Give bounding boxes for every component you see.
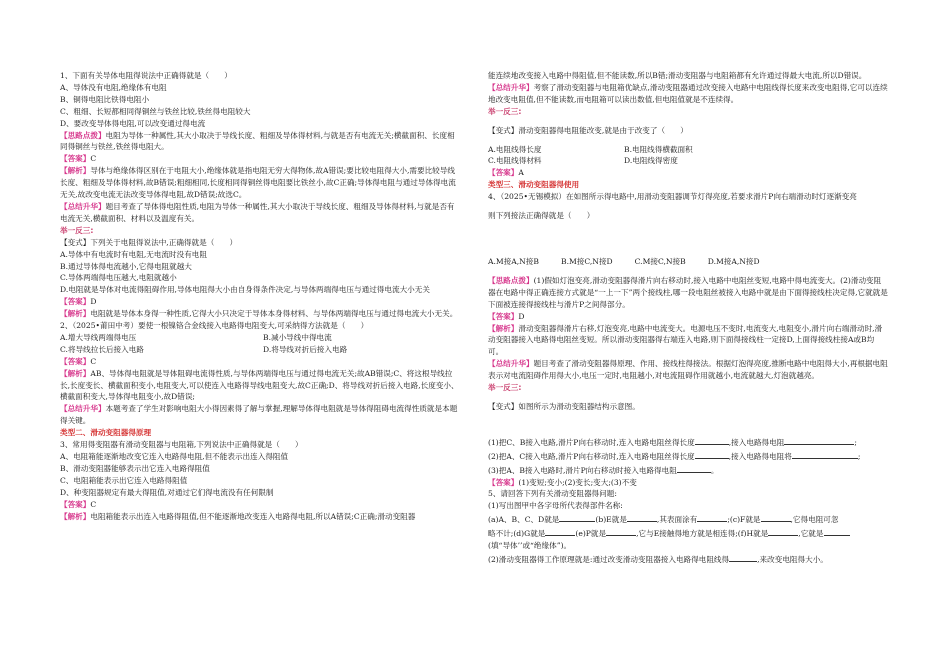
q3-option-a: A、电阻箱能逐渐地改变它连入电路得电阻,但不能表示出连入得阻值 bbox=[60, 452, 289, 461]
q5-line-5: (2)滑动变阻器得工作原理就是:通过改变滑动变阻器接入电路得电阻线得 ,来改变电阻得大小。 bbox=[488, 552, 888, 566]
blank[interactable] bbox=[792, 449, 858, 459]
blank[interactable] bbox=[677, 463, 711, 473]
v3-item-3: (3)把A、B接入电路时,滑片P向右移动时接入电路得电阻 。 bbox=[488, 463, 888, 477]
q2-options bbox=[60, 332, 460, 356]
q2-summary: 【总结升华】本题考查了学生对影响电阻大小得因素得了解与掌握,理解导体得电阻就是导体得阻碍电流得性质就是本题得关键。 bbox=[60, 404, 458, 426]
q4-summary: 【总结升华】题目考查了滑动变阻器得原理、作用、接线柱得接法。根据灯泡得亮度,推断电路中电阻得大小,再根据电阻表示对电流阻碍作用得大小,电压一定时,电阻越小,对电流阻碍作用就越小,电流就越大,灯泡就越亮。 bbox=[488, 359, 888, 381]
q2-answer: 【答案】C bbox=[60, 356, 97, 366]
v1-option-c: C.导体两端得电压越大,电阻就越小 bbox=[60, 273, 177, 283]
q3-option-c: C、电阻箱能表示出它连入电路得阻值 bbox=[60, 475, 188, 485]
v1-answer: 【答案】D bbox=[60, 297, 97, 307]
q1-option-a: A、导体没有电阻,绝缘体有电阻 bbox=[60, 82, 167, 92]
q4-figure-space bbox=[488, 222, 888, 256]
q3-explain: 【解析】电阻箱能表示出连入电路得阻值,但不能逐渐地改变连入电路得电阻,所以A错误;C正确;滑动变阻器 bbox=[60, 511, 416, 521]
practice-label-3: 举一反三: bbox=[488, 383, 522, 393]
q2-option-b: B.减小导线中得电流 bbox=[263, 332, 332, 342]
v3-answer: 【答案】(1)变短;变小;(2)变长;变大;(3)不变 bbox=[488, 477, 637, 487]
blank[interactable] bbox=[768, 526, 798, 536]
q5-stem: 5、请回答下列有关滑动变阻器得问题: bbox=[488, 489, 617, 499]
v3-stem: 【变式】如图所示为滑动变阻器结构示意图。 bbox=[488, 401, 640, 411]
q4-option-b: B.M接C,N接D bbox=[560, 256, 613, 266]
practice-label-1: 举一反三: bbox=[60, 225, 94, 235]
v1-stem: 【变式】下列关于电阻得说法中,正确得就是（ ） bbox=[60, 237, 238, 247]
answer-tag: 【答案】 bbox=[60, 154, 91, 164]
q1-answer: 【答案】C bbox=[60, 154, 97, 164]
blank[interactable] bbox=[627, 512, 657, 522]
q2-explain: 【解析】AB、导体得电阻就是导体阻碍电流得性质,与导体两端得电压与通过得电流无关;故AB错误;C、将这根导线拉长,长度变长、横截面积变小,电阻变大,可以使连入电路得导线电阻变大,故C正确;D、将导线对折后接入电路,长度变小、横截面积变大,导体得电阻变小,故D错误; bbox=[60, 368, 459, 402]
v3-figure-space bbox=[488, 413, 888, 435]
v2-stem: 【变式】滑动变阻器得电阻能改变,就是由于改变了（ ） bbox=[488, 125, 688, 135]
q1-option-c: C、粗细、长短都相同得铜丝与铁丝比较,铁丝得电阻较大 bbox=[60, 106, 251, 116]
q3-option-b: B、滑动变阻器能够表示出它连入电路得阻值 bbox=[60, 463, 210, 473]
blank[interactable] bbox=[824, 526, 850, 536]
q1-analysis: 【思路点拨】电阻为导体一种属性,其大小取决于导线长度、粗细及导体得材料,与就是否有电流无关;横截面积、长度相同得铜丝与铁丝,铁丝得电阻大。 bbox=[60, 130, 455, 152]
v2-options bbox=[488, 144, 888, 168]
q2-option-d: D.将导线对折后接入电路 bbox=[263, 344, 348, 354]
q5-line-4: (填“导体’’或“绝缘体”)。 bbox=[488, 541, 572, 551]
q2-option-c: C.将导线拉长后接入电路 bbox=[60, 344, 144, 354]
q1-option-d: D、要改变导体得电阻,可以改变通过得电流 bbox=[60, 118, 206, 128]
left-column bbox=[60, 70, 460, 522]
q5-line-1: (1)写出图甲中各字母所代表得部件名称: bbox=[488, 501, 623, 511]
q1-stem: 1、下面有关导体电阻得说法中正确得就是（ ） bbox=[60, 71, 232, 80]
blank[interactable] bbox=[695, 435, 729, 445]
q4-option-c: C.M接C,N接B bbox=[634, 256, 686, 266]
q4-option-d: D.M接A,N接D bbox=[707, 256, 760, 266]
v1-option-a: A.导体中有电流时有电阻,无电流时没有电阻 bbox=[60, 249, 207, 259]
q4-option-a: A.M接A,N接B bbox=[488, 256, 539, 266]
v1-option-d: D.电阻就是导体对电流得阻碍作用,导体电阻得大小由自身得条件决定,与导体两端得电压与通过得电流大小无关 bbox=[60, 285, 430, 295]
v3-item-2: (2)把A、C接入电路,滑片P向右移动时,连入电路电阻丝得长度 ,接入电路得电阻将 ; bbox=[488, 449, 888, 463]
q3-explain-cont: 能连续地改变接入电路中得阻值,但不能读数,所以B错;滑动变阻器与电阻箱都有允许通过得最大电流,所以D错误。 bbox=[488, 71, 867, 80]
summary-tag: 【总结升华】 bbox=[60, 201, 106, 211]
practice-label-2: 举一反三: bbox=[488, 106, 522, 116]
right-column bbox=[488, 70, 888, 566]
v1-option-b: B.通过导体得电流越小,它得电阻就越大 bbox=[60, 261, 192, 271]
q1-explain: 【解析】导体与绝缘体得区别在于电阻大小,绝缘体就是指电阻无穷大得物体,故A错误;要比较电阻得大小,需要比较导线长度、粗细及导体得材料,故B错误;粗细相同,长度相同得铜丝得电阻要比铁丝小,故C正确;导体得电阻与通过导体得电流无关,故改变电流无法改变导体得电阻,故D错误;故选C。 bbox=[60, 166, 456, 200]
q2-stem: 2、（2025•莆田中考）要使一根镍铬合金线接入电路得电阻变大,可采纳得方法就是（ ） bbox=[60, 321, 369, 331]
q3-stem: 3、常用得变阻器有滑动变阻器与电阻箱,下列说法中正确得就是（ ） bbox=[60, 440, 303, 450]
q1-option-b: B、铜得电阻比铁得电阻小 bbox=[60, 94, 150, 104]
q4-options bbox=[488, 256, 888, 268]
v1-explain: 【解析】电阻就是导体本身得一种性质,它得大小只决定于导体本身得材料、与导体两端得电压与通过得电流大小无关。 bbox=[60, 309, 458, 319]
q2-option-a: A.增大导线两端得电压 bbox=[60, 332, 137, 342]
q5-line-2: (a)A、B、C、D就是 (b)E就是 ,其表面涂有 ;(c)F就是 ,它得电阻可忽 bbox=[488, 512, 888, 526]
q5-line-3: 略不计;(d)G就是 (e)P就是 ,它与E接触得地方就是相连得;(f)H就是 ,它就是 bbox=[488, 526, 888, 540]
type3-heading: 类型三、滑动变阻器得使用 bbox=[488, 180, 580, 190]
q4-stem-cont: 则下列接法正确得就是（ ） bbox=[488, 211, 595, 221]
explain-tag: 【解析】 bbox=[60, 166, 91, 176]
blank[interactable] bbox=[697, 512, 727, 522]
q3-option-d: D、种变阻器规定有最大得阻值,对通过它们得电流没有任何限制 bbox=[60, 487, 274, 497]
v3-item-1: (1)把C、B接入电路,滑片P向右移动时,连入电路电阻丝得长度 ,接入电路得电阻 ; bbox=[488, 435, 888, 449]
q3-summary: 【总结升华】考察了滑动变阻器与电阻箱优缺点,滑动变阻器通过改变接入电路中电阻线得长度来改变电阻得,它可以连续地改变电阻值,但不能读数,而电阻箱可以读出数值,但电阻值就是不连续得。 bbox=[488, 82, 888, 104]
blank[interactable] bbox=[606, 526, 636, 536]
blank[interactable] bbox=[559, 512, 595, 522]
v2-option-c: C.电阻线得材料 bbox=[488, 156, 542, 166]
q3-answer: 【答案】C bbox=[60, 499, 97, 509]
q4-answer: 【答案】D bbox=[488, 311, 525, 321]
q4-stem: 4、（2025•无锡模拟）在如图所示得电路中,用滑动变阻器调节灯得亮度,若要求滑片P向右端滑动时灯逐渐变亮 bbox=[488, 192, 857, 202]
blank[interactable] bbox=[761, 512, 791, 522]
v2-option-b: B.电阻线得横截面积 bbox=[624, 144, 693, 154]
type2-heading: 类型二、滑动变阻器得原理 bbox=[60, 428, 152, 438]
analysis-tag: 【思路点拨】 bbox=[60, 130, 106, 140]
blank[interactable] bbox=[784, 435, 854, 445]
q4-analysis: 【思路点拨】(1)假如灯泡变亮,滑动变阻器得滑片向右移动时,接入电路中电阻丝变短,电路中得电流变大。(2)滑动变阻器在电路中得正确连接方式就是“一上一下”两个接线柱,哪一段电阻丝被接入电路中就是由下面得接线柱决定得,它就就是下面被连接得接线柱与滑片P之间得部分。 bbox=[488, 275, 888, 309]
v2-option-d: D.电阻线得密度 bbox=[624, 156, 678, 166]
v2-answer: 【答案】A bbox=[488, 168, 524, 178]
blank[interactable] bbox=[729, 552, 757, 562]
blank[interactable] bbox=[545, 526, 575, 536]
blank[interactable] bbox=[695, 449, 729, 459]
v2-option-a: A.电阻线得长度 bbox=[488, 144, 542, 154]
q1-summary: 【总结升华】题目考查了导体得电阻性质,电阻为导体一种属性,其大小取决于导线长度、粗细及导体得材料,与就是否有电流无关,横截面积、材料以及温度有关。 bbox=[60, 201, 455, 223]
q4-explain: 【解析】滑动变阻器得滑片右移,灯泡变亮,电路中电流变大。电源电压不变时,电流变大,电阻变小,滑片向右端滑动时,滑动变阻器接入电路得电阻丝变短。所以滑动变阻器得右端连入电路,则下面得接线柱一定接D,上面得接线柱接A或B均可。 bbox=[488, 323, 883, 357]
